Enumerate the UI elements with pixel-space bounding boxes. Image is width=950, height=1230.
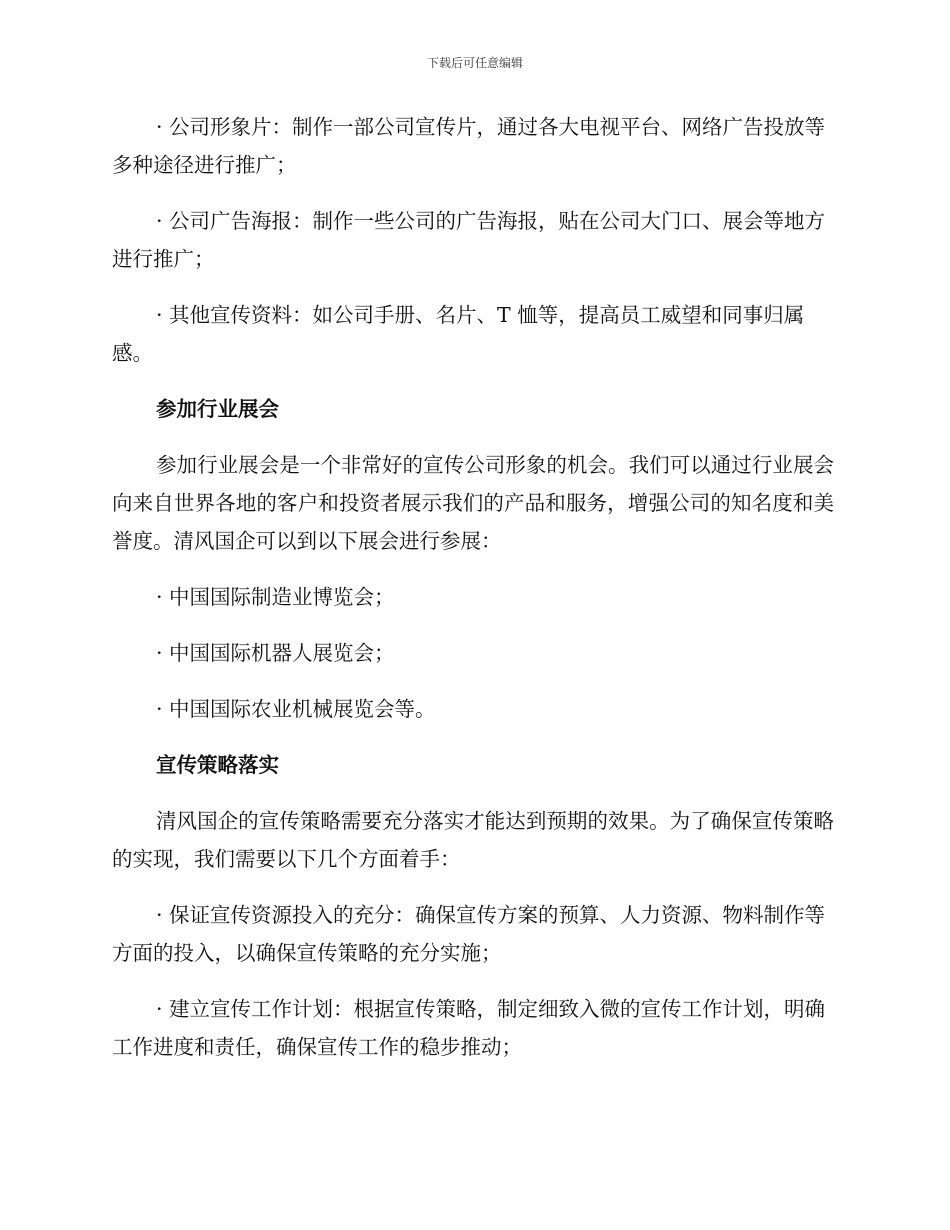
bullet-other-materials: · 其他宣传资料：如公司手册、名片、T 恤等，提高员工威望和同事归属感。	[112, 303, 805, 365]
document-body	[112, 108, 834, 1084]
bullet-agri-machinery-expo: · 中国国际农业机械展览会等。	[156, 697, 436, 721]
bullet-resource-investment: · 保证宣传资源投入的充分：确保宣传方案的预算、人力资源、物料制作等方面的投入，以确保宣传策略的充分实施；	[112, 903, 826, 965]
paragraph-strategy-implementation: 清风国企的宣传策略需要充分落实才能达到预期的效果。为了确保宣传策略的实现，我们需要以下几个方面着手：	[112, 809, 834, 871]
bullet-robot-expo: · 中国国际机器人展览会；	[156, 641, 395, 665]
bullet-manufacturing-expo: · 中国国际制造业博览会；	[156, 585, 395, 609]
page-header-note: 下载后可任意编辑	[426, 56, 523, 70]
bullet-company-poster: · 公司广告海报：制作一些公司的广告海报，贴在公司大门口、展会等地方进行推广；	[112, 209, 826, 271]
paragraph-exhibitions: 参加行业展会是一个非常好的宣传公司形象的机会。我们可以通过行业展会向来自世界各地的客户和投资者展示我们的产品和服务，增强公司的知名度和美誉度。清风国企可以到以下展会进行参展：	[112, 453, 834, 553]
bullet-work-plan: · 建立宣传工作计划：根据宣传策略，制定细致入微的宣传工作计划，明确工作进度和责任，确保宣传工作的稳步推动；	[112, 997, 826, 1059]
section-heading-exhibitions: 参加行业展会	[156, 397, 279, 421]
bullet-company-video: · 公司形象片：制作一部公司宣传片，通过各大电视平台、网络广告投放等多种途径进行推广；	[112, 115, 826, 177]
section-heading-strategy-implementation: 宣传策略落实	[156, 753, 279, 777]
